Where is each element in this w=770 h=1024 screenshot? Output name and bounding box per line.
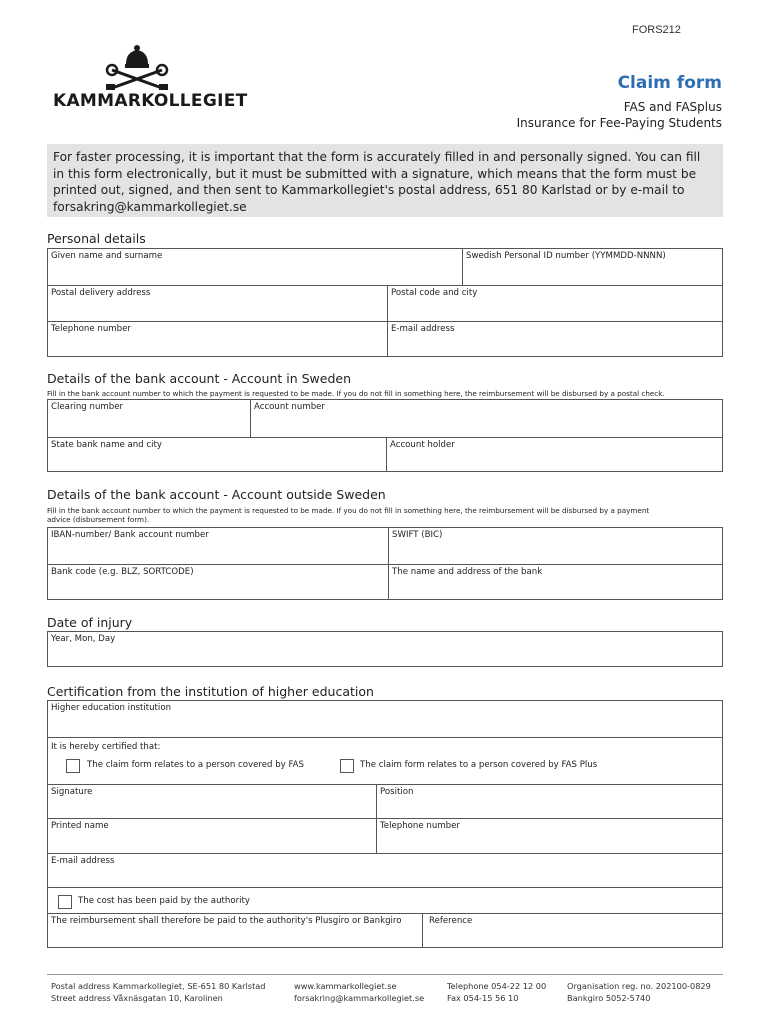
row-name	[47, 248, 723, 285]
field-label: Account holder	[390, 440, 455, 450]
row-cost-paid	[47, 887, 723, 913]
position-field[interactable]	[376, 785, 722, 818]
personal-id-field[interactable]	[462, 249, 722, 285]
row-iban	[47, 527, 723, 564]
fas-checkbox-label: The claim form relates to a person covered by FAS	[87, 760, 304, 770]
field-label: The name and address of the bank	[392, 567, 543, 577]
postal-code-field[interactable]	[387, 286, 722, 321]
intro-line: printed out, signed, and then sent to Kammarkollegiet's postal address, 651 80 Karlstad or by e-mail to	[53, 183, 685, 197]
field-label: Clearing number	[51, 402, 124, 412]
footer-phone	[447, 980, 546, 1004]
account-number-field[interactable]	[250, 400, 722, 437]
given-name-field[interactable]	[48, 249, 462, 285]
row-bank-code	[47, 564, 723, 600]
account-holder-field[interactable]	[386, 438, 722, 471]
footer-bankgiro: Bankgiro 5052-5740	[567, 993, 651, 1003]
signature-field[interactable]	[48, 785, 376, 818]
subtitle-insurance: Insurance for Fee-Paying Students	[516, 116, 722, 130]
intro-line: For faster processing, it is important that the form is accurately filled in and personally signed. You can fill	[53, 150, 701, 164]
email-field[interactable]	[387, 322, 722, 356]
certified-label: It is hereby certified that:	[51, 742, 161, 752]
page-title: Claim form	[617, 73, 722, 93]
crown-keys-logo	[104, 44, 170, 94]
intro-box	[47, 144, 723, 217]
swift-field[interactable]	[388, 528, 722, 564]
footer-website-link[interactable]: www.kammarkollegiet.se	[294, 981, 397, 991]
field-label: Account number	[254, 402, 325, 412]
row-contact	[47, 321, 723, 357]
row-institution	[47, 700, 723, 737]
field-label: Position	[380, 787, 414, 797]
field-label: The reimbursement shall therefore be paid to the authority's Plusgiro or Bankgiro	[51, 916, 402, 926]
cost-paid-checkbox[interactable]	[58, 895, 72, 909]
footer-telephone: Telephone 054-22 12 00	[447, 981, 547, 991]
note-line: advice (disbursement form).	[47, 515, 150, 524]
printed-name-field[interactable]	[48, 819, 376, 853]
intro-line: forsakring@kammarkollegiet.se	[53, 199, 247, 214]
fas-plus-checkbox[interactable]	[340, 759, 354, 773]
row-reimbursement	[47, 913, 723, 948]
field-label: Postal code and city	[391, 288, 478, 298]
row-cert-email	[47, 853, 723, 887]
section-heading-bank-abroad: Details of the bank account - Account outside Sweden	[47, 487, 386, 502]
field-label: Signature	[51, 787, 93, 797]
field-label: Year, Mon, Day	[51, 634, 116, 644]
row-certified	[47, 737, 723, 784]
bank-abroad-note	[47, 506, 723, 524]
field-label: Reference	[429, 916, 473, 926]
reference-field[interactable]	[422, 914, 722, 947]
iban-field[interactable]	[48, 528, 388, 564]
logo-wordmark: KAMMARKOLLEGIET	[53, 91, 248, 111]
cost-paid-label: The cost has been paid by the authority	[78, 896, 250, 906]
injury-date-field[interactable]	[48, 632, 722, 666]
footer-address	[51, 980, 266, 1004]
subtitle-product: FAS and FASplus	[623, 100, 722, 114]
fas-plus-checkbox-label: The claim form relates to a person covered by FAS Plus	[360, 760, 598, 770]
field-label: Higher education institution	[51, 703, 172, 713]
footer-org	[567, 980, 711, 1004]
footer-email-link[interactable]: forsakring@kammarkollegiet.se	[294, 993, 425, 1003]
cert-email-field[interactable]	[48, 854, 722, 887]
field-label: Given name and surname	[51, 251, 163, 261]
footer-org-number: Organisation reg. no. 202100-0829	[567, 981, 711, 991]
field-label: Telephone number	[380, 821, 460, 831]
bank-name-field[interactable]	[48, 438, 386, 471]
section-heading-bank-se: Details of the bank account - Account in Sweden	[47, 371, 352, 386]
plusgiro-field[interactable]	[48, 914, 422, 947]
bank-address-field[interactable]	[388, 565, 722, 599]
footer-fax: Fax 054-15 56 10	[447, 993, 519, 1003]
row-clearing	[47, 399, 723, 437]
row-bank-name	[47, 437, 723, 472]
field-label: IBAN-number/ Bank account number	[51, 530, 209, 540]
field-label: E-mail address	[391, 324, 455, 334]
row-printed-name	[47, 818, 723, 853]
section-heading-personal: Personal details	[47, 231, 146, 246]
row-injury-date	[47, 631, 723, 667]
footer-postal: Postal address Kammarkollegiet, SE-651 80 Karlstad	[51, 981, 266, 991]
cert-telephone-field[interactable]	[376, 819, 722, 853]
form-code: FORS212	[632, 24, 681, 36]
footer-street: Street address Våxnäsgatan 10, Karolinen	[51, 993, 223, 1003]
fas-checkbox[interactable]	[66, 759, 80, 773]
section-heading-injury: Date of injury	[47, 615, 133, 630]
section-heading-certification: Certification from the institution of higher education	[47, 684, 374, 699]
institution-field[interactable]	[48, 701, 722, 737]
row-address	[47, 285, 723, 321]
field-label: Postal delivery address	[51, 288, 151, 298]
note-line: Fill in the bank account number to which the payment is requested to be made. If you do not fill in something here, the reimbursement will be disbursed by a payment	[47, 506, 650, 515]
postal-address-field[interactable]	[48, 286, 387, 321]
field-label: SWIFT (BIC)	[392, 530, 443, 540]
row-signature	[47, 784, 723, 818]
field-label: E-mail address	[51, 856, 115, 866]
bank-se-note: Fill in the bank account number to which the payment is requested to be made. If you do not fill in something here, the reimbursement will be disbursed by a postal check.	[47, 389, 665, 398]
field-label: Swedish Personal ID number (YYMMDD-NNNN)	[466, 251, 666, 261]
footer-divider	[47, 974, 723, 975]
field-label: Telephone number	[51, 324, 131, 334]
bank-code-field[interactable]	[48, 565, 388, 599]
field-label: Printed name	[51, 821, 109, 831]
field-label: Bank code (e.g. BLZ, SORTCODE)	[51, 567, 194, 577]
intro-line: in this form electronically, but it must be submitted with a signature, which means that the form must be	[53, 166, 697, 181]
telephone-field[interactable]	[48, 322, 387, 356]
clearing-number-field[interactable]	[48, 400, 250, 437]
footer-web	[294, 980, 424, 1004]
field-label: State bank name and city	[51, 440, 162, 450]
